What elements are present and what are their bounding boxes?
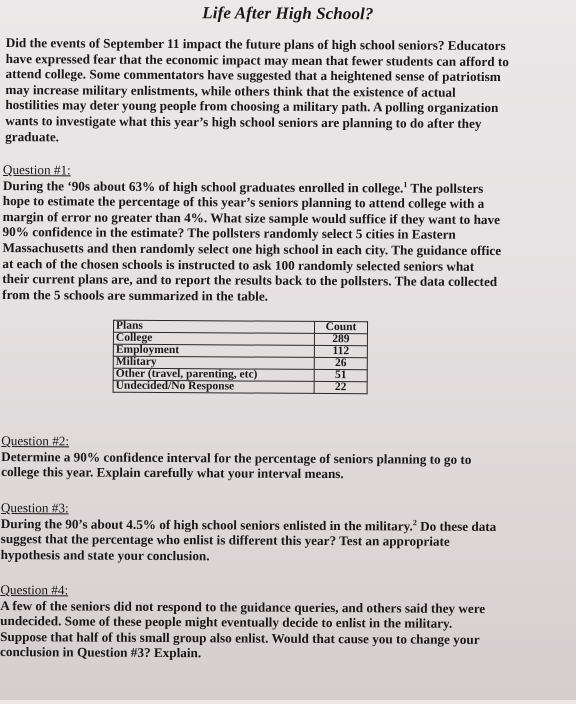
page-title: Life After High School? [202,3,374,24]
question-4-line: undecided. Some of these people might eventually decide to enlist in the military. [0,613,453,631]
question-2 [1,433,537,483]
column-header-count: Count [314,321,367,333]
intro-line: graduate. [5,128,60,144]
question-1-line-text: During the ‘90s about 63% of high school graduates enrolled in college. [2,177,404,196]
question-1-line: from the 5 schools are summarized in the table. [2,286,269,304]
question-3-heading: Question #3: [0,500,69,516]
count-cell: 112 [314,345,367,357]
question-3 [1,500,537,566]
plan-cell: Undecided/No Response [113,380,314,393]
intro-line: wants to investigate what this year’s high school seniors are planning to do after they [5,113,482,131]
intro-line: may increase military enlistments, while others think that the existence of actual [5,81,456,100]
question-1-line: at each of the chosen schools is instructed to ask 100 randomly selected seniors what [2,255,475,274]
intro-paragraph [5,35,542,147]
plans-table [113,320,368,395]
question-4-line: conclusion in Question #3? Explain. [0,644,202,661]
question-1-heading: Question #1: [2,162,71,178]
question-2-line: Determine a 90% confidence interval for the percentage of seniors planning to go to [1,448,472,467]
footnote-marker: 2 [412,517,417,527]
plan-cell: Other (travel, parenting, etc) [113,368,314,381]
question-3-line: hypothesis and state your conclusion. [0,546,210,564]
question-1-line: margin of error no greater than 4%. What size sample would suffice if they want to have [2,208,501,227]
question-1-line: 90% confidence in the estimate? The pollsters randomly select 5 cities in Eastern [2,224,456,243]
column-header-plans: Plans [113,320,314,333]
question-1-line-tail: The pollsters [407,180,484,196]
count-cell: 51 [314,369,367,381]
question-3-line: suggest that the percentage who enlist is different this year? Test an appropriate [0,531,450,549]
question-2-heading: Question #2: [1,433,70,449]
question-3-line-tail: Do these data [416,518,497,534]
plan-cell: Military [113,356,314,369]
intro-line: have expressed fear that the economic impact may mean that fewer students can afford to [5,50,509,69]
plan-cell: Employment [113,344,314,357]
intro-line: Did the events of September 11 impact the future plans of high school seniors? Educators [5,35,506,54]
count-cell: 22 [314,381,367,393]
table-row [113,380,367,394]
question-4-line: Suppose that half of this small group also enlist. Would that cause you to change your [0,628,480,647]
footnote-marker: 1 [403,179,408,189]
question-4-heading: Question #4: [0,582,69,598]
question-1-line: Massachusetts and then randomly select one high school in each city. The guidance office [2,239,502,259]
plan-cell: College [113,332,314,345]
count-cell: 289 [314,333,367,345]
question-3-line-text: During the 90’s about 4.5% of high school seniors enlisted in the military. [0,515,413,534]
question-1 [2,162,539,306]
count-cell: 26 [314,357,367,369]
question-1-line: their current plans are, and to report the results back to the pollsters. The data collected [2,271,498,290]
question-4 [0,582,536,663]
question-2-line: college this year. Explain carefully what your interval means. [1,464,344,482]
intro-line: attend college. Some commentators have suggested that a heightened sense of patriotism [5,66,501,85]
question-1-line: hope to estimate the percentage of this year’s seniors planning to attend college with a [2,193,485,212]
question-4-line: A few of the seniors did not respond to the guidance queries, and others said they were [0,597,486,616]
intro-line: hostilities may deter young people from choosing a military path. A polling organization [5,97,499,116]
